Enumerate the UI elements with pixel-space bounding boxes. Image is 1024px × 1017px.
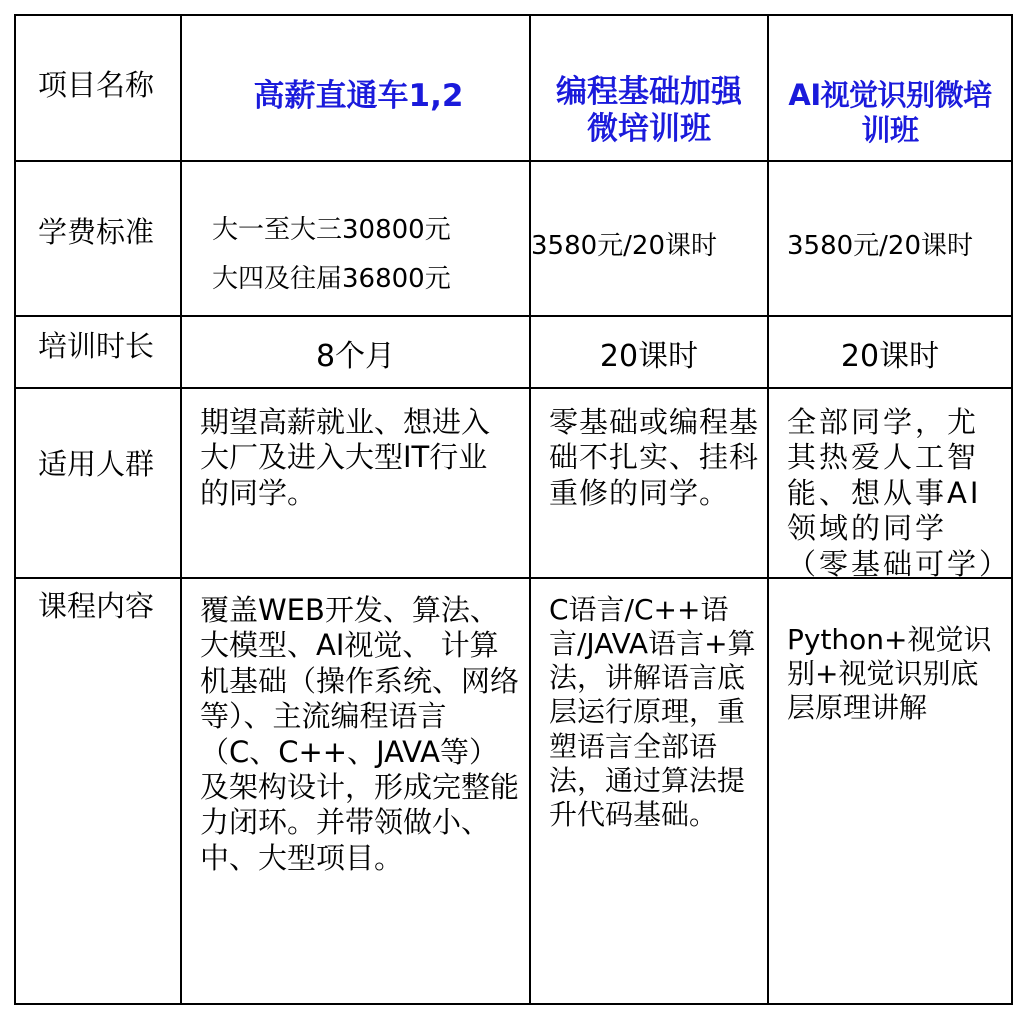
program-name bbox=[769, 78, 1011, 148]
content-cell bbox=[530, 578, 768, 1004]
program-name-line: AI视觉识别微培 bbox=[788, 78, 992, 112]
row-label: 学费标准 bbox=[38, 215, 155, 249]
fee-cell bbox=[181, 161, 530, 316]
row-label: 培训时长 bbox=[38, 329, 155, 363]
fee-text bbox=[787, 222, 973, 271]
content-cell bbox=[768, 578, 1012, 1004]
row-duration bbox=[15, 316, 1012, 388]
content-text: C语言/C++语言/JAVA语言+算法，讲解语言底层运行原理，重塑语言全部语法，通过算法提升代码基础。 bbox=[549, 593, 756, 831]
label-cell bbox=[15, 388, 181, 578]
fee-line: 大一至大三30800元 bbox=[212, 215, 451, 245]
content-text: 覆盖WEB开发、算法、大模型、AI视觉、 计算机基础（操作系统、网络等）、主流编程语言（C、C++、JAVA等）及架构设计，形成完整能力闭环。并带领做小、中、大型项目。 bbox=[200, 593, 520, 875]
fee-line: 3580元/20课时 bbox=[531, 231, 718, 261]
row-audience bbox=[15, 388, 1012, 578]
program-name-cell bbox=[530, 15, 768, 161]
label-cell bbox=[15, 161, 181, 316]
program-name-cell bbox=[768, 15, 1012, 161]
row-label: 课程内容 bbox=[38, 589, 155, 623]
audience-cell bbox=[768, 388, 1012, 581]
label-cell bbox=[15, 578, 181, 1004]
program-name-line: 高薪直通车1,2 bbox=[253, 78, 464, 114]
label-cell bbox=[15, 316, 181, 388]
audience-text: 零基础或编程基础不扎实、挂科重修的同学。 bbox=[549, 405, 760, 510]
fee-text bbox=[212, 206, 451, 305]
program-name-line: 训班 bbox=[861, 112, 919, 147]
audience-cell bbox=[530, 388, 768, 578]
row-content bbox=[15, 578, 1012, 1004]
fee-cell bbox=[768, 161, 1012, 316]
content-text: Python+视觉识别+视觉识别底层原理讲解 bbox=[787, 623, 992, 725]
audience-text: 期望高薪就业、想进入大厂及进入大型IT行业的同学。 bbox=[200, 405, 491, 510]
duration-text: 20课时 bbox=[599, 339, 699, 374]
fee-text bbox=[531, 222, 717, 271]
duration-cell bbox=[530, 316, 768, 388]
program-name-line: 编程基础加强 bbox=[556, 74, 742, 110]
row-tuition bbox=[15, 161, 1012, 316]
program-name-line: 微培训班 bbox=[587, 111, 711, 148]
content-cell bbox=[181, 578, 530, 1004]
program-name bbox=[531, 74, 767, 148]
duration-cell bbox=[768, 316, 1012, 388]
audience-text: 全部同学，尤其热爱人工智能、想从事AI领域的同学（零基础可学） bbox=[787, 405, 1012, 581]
label-cell bbox=[15, 15, 181, 161]
row-label: 适用人群 bbox=[38, 447, 155, 481]
fee-line: 大四及往届36800元 bbox=[212, 264, 451, 295]
duration-cell bbox=[181, 316, 530, 388]
duration-text: 8个月 bbox=[315, 339, 396, 374]
row-program-name bbox=[15, 15, 1012, 161]
fee-cell bbox=[530, 161, 768, 316]
row-label: 项目名称 bbox=[38, 68, 155, 102]
fee-line: 3580元/20课时 bbox=[787, 231, 974, 261]
program-name bbox=[182, 78, 529, 115]
duration-text: 20课时 bbox=[840, 339, 940, 374]
course-comparison-table bbox=[14, 14, 1013, 1005]
audience-cell bbox=[181, 388, 530, 578]
program-name-cell bbox=[181, 15, 530, 161]
